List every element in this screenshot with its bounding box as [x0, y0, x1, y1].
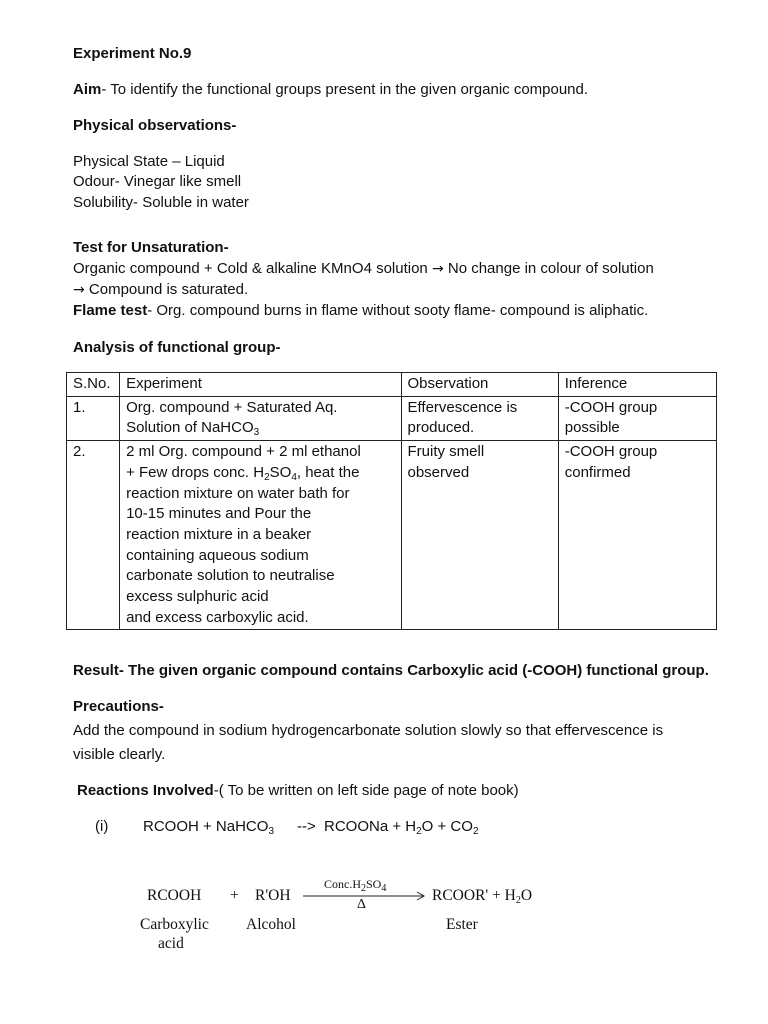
experiment-title: Experiment No.9	[73, 45, 192, 62]
reactions-label: Reactions Involved	[77, 782, 214, 799]
row2-exp-text-b: SO	[269, 463, 292, 481]
row2-exp-line-3: reaction mixture on water bath for	[126, 484, 350, 502]
precautions-line-1: Add the compound in sodium hydrogencarbonate solution slowly so that effervescence is	[73, 722, 664, 739]
esterification-heat-delta: Δ	[357, 897, 367, 912]
esterification-reactant-acid: RCOOH	[147, 887, 202, 904]
row1-inference	[558, 396, 716, 440]
r1-lhs-text: RCOOH + NaHCO	[143, 818, 269, 835]
label-acid: acid	[158, 935, 184, 952]
reaction-1-lhs	[143, 818, 274, 835]
r1-rhs-sub-2: 2	[472, 826, 479, 837]
row2-exp-line-4: 10-15 minutes and Pour the	[126, 505, 312, 523]
aim-label: Aim	[73, 81, 102, 98]
cond-sub-2: 4	[381, 883, 387, 894]
unsat-conclusion: Compound is saturated.	[84, 281, 249, 298]
product-sub: 2	[515, 895, 521, 906]
arrow-icon: →	[73, 282, 85, 298]
row2-exp-text-c: , heat the	[296, 463, 360, 481]
precautions-heading: Precautions-	[73, 698, 164, 715]
row2-inf-line-1: -COOH group	[564, 443, 658, 461]
row2-sno: 2.	[67, 441, 120, 630]
row2-inference	[558, 441, 716, 630]
row2-obs-line-2: observed	[407, 463, 470, 481]
row2-exp-line-6: containing aqueous sodium	[126, 546, 309, 564]
flame-test-line	[73, 301, 648, 321]
unsaturation-line-2	[73, 280, 248, 300]
physical-solubility: Solubility- Soluble in water	[73, 194, 249, 211]
physical-heading: Physical observations-	[73, 117, 237, 134]
reaction-1-arrow: -->	[297, 818, 316, 835]
row1-sno: 1.	[67, 396, 120, 440]
precautions-line-2: visible clearly.	[73, 746, 166, 763]
table-row	[67, 396, 717, 440]
flame-label: Flame test	[73, 302, 148, 319]
aim-line	[73, 80, 588, 100]
row2-exp-line-2	[126, 463, 394, 484]
row1-inf-line-2: possible	[564, 419, 620, 437]
esterification-plus: +	[230, 887, 239, 904]
row1-obs-line-2: produced.	[407, 419, 475, 437]
r1-rhs-text-b: O + CO	[421, 818, 473, 835]
flame-text: - Org. compound burns in flame without sooty flame- compound is aliphatic.	[147, 302, 649, 319]
reaction-1-rhs	[324, 818, 479, 835]
unsat-text-a: Organic compound + Cold & alkaline KMnO4 solution	[73, 260, 432, 277]
reactions-note: -( To be written on left side page of note book)	[213, 782, 519, 799]
reactions-heading	[77, 781, 519, 801]
header-sno: S.No.	[67, 373, 120, 397]
row2-exp-line-5: reaction mixture in a beaker	[126, 525, 312, 543]
table-row	[67, 441, 717, 630]
header-inference: Inference	[558, 373, 716, 397]
row2-exp-sub-2: 4	[291, 471, 297, 483]
row1-exp-line-2	[126, 418, 394, 439]
row2-experiment	[120, 441, 401, 630]
physical-odour: Odour- Vinegar like smell	[73, 173, 242, 190]
row1-exp-sub: 3	[253, 427, 260, 439]
header-observation: Observation	[401, 373, 558, 397]
row2-exp-line-9: and excess carboxylic acid.	[126, 608, 309, 626]
row2-exp-line-1: 2 ml Org. compound + 2 ml ethanol	[126, 443, 361, 461]
reaction-1-number: (i)	[95, 818, 109, 835]
label-ester: Ester	[446, 916, 478, 933]
row2-exp-sub-1: 2	[264, 471, 270, 483]
row2-exp-line-8: excess sulphuric acid	[126, 588, 269, 606]
product-text-b: O	[520, 887, 533, 904]
arrow-icon: →	[431, 261, 444, 277]
cond-text-a: Conc.H	[324, 877, 361, 891]
row1-inf-line-1: -COOH group	[564, 398, 658, 416]
unsaturation-line-1	[73, 259, 654, 279]
table-header-row	[67, 373, 717, 397]
esterification-products	[432, 887, 532, 905]
unsaturation-heading: Test for Unsaturation-	[73, 239, 229, 256]
analysis-heading: Analysis of functional group-	[73, 339, 281, 356]
cond-text-b: SO	[366, 877, 382, 891]
r1-lhs-sub: 3	[268, 826, 274, 837]
row1-experiment	[120, 396, 401, 440]
product-text-a: RCOOR' + H	[432, 887, 516, 904]
row2-obs-line-1: Fruity smell	[407, 443, 485, 461]
physical-state: Physical State – Liquid	[73, 153, 225, 170]
functional-group-table	[66, 372, 717, 630]
row1-exp-text: Solution of NaHCO	[126, 419, 254, 437]
row2-exp-line-7: carbonate solution to neutralise	[126, 567, 335, 585]
header-experiment: Experiment	[120, 373, 401, 397]
unsat-text-b: No change in colour of solution	[443, 260, 654, 277]
r1-rhs-text-a: RCOONa + H	[324, 818, 417, 835]
row2-observation	[401, 441, 558, 630]
r1-rhs-sub-1: 2	[416, 826, 422, 837]
label-carboxylic: Carboxylic	[140, 916, 209, 933]
row1-obs-line-1: Effervescence is	[407, 398, 518, 416]
cond-sub-1: 2	[361, 883, 366, 894]
label-alcohol: Alcohol	[246, 916, 296, 933]
result-line: Result- The given organic compound contains Carboxylic acid (-COOH) functional group.	[73, 662, 709, 679]
aim-text: - To identify the functional groups present in the given organic compound.	[101, 81, 589, 98]
row2-inf-line-2: confirmed	[564, 463, 631, 481]
row1-exp-line-1: Org. compound + Saturated Aq.	[126, 398, 338, 416]
row2-exp-text-a: + Few drops conc. H	[126, 463, 265, 481]
row1-observation	[401, 396, 558, 440]
esterification-reactant-alcohol: R'OH	[255, 887, 291, 904]
